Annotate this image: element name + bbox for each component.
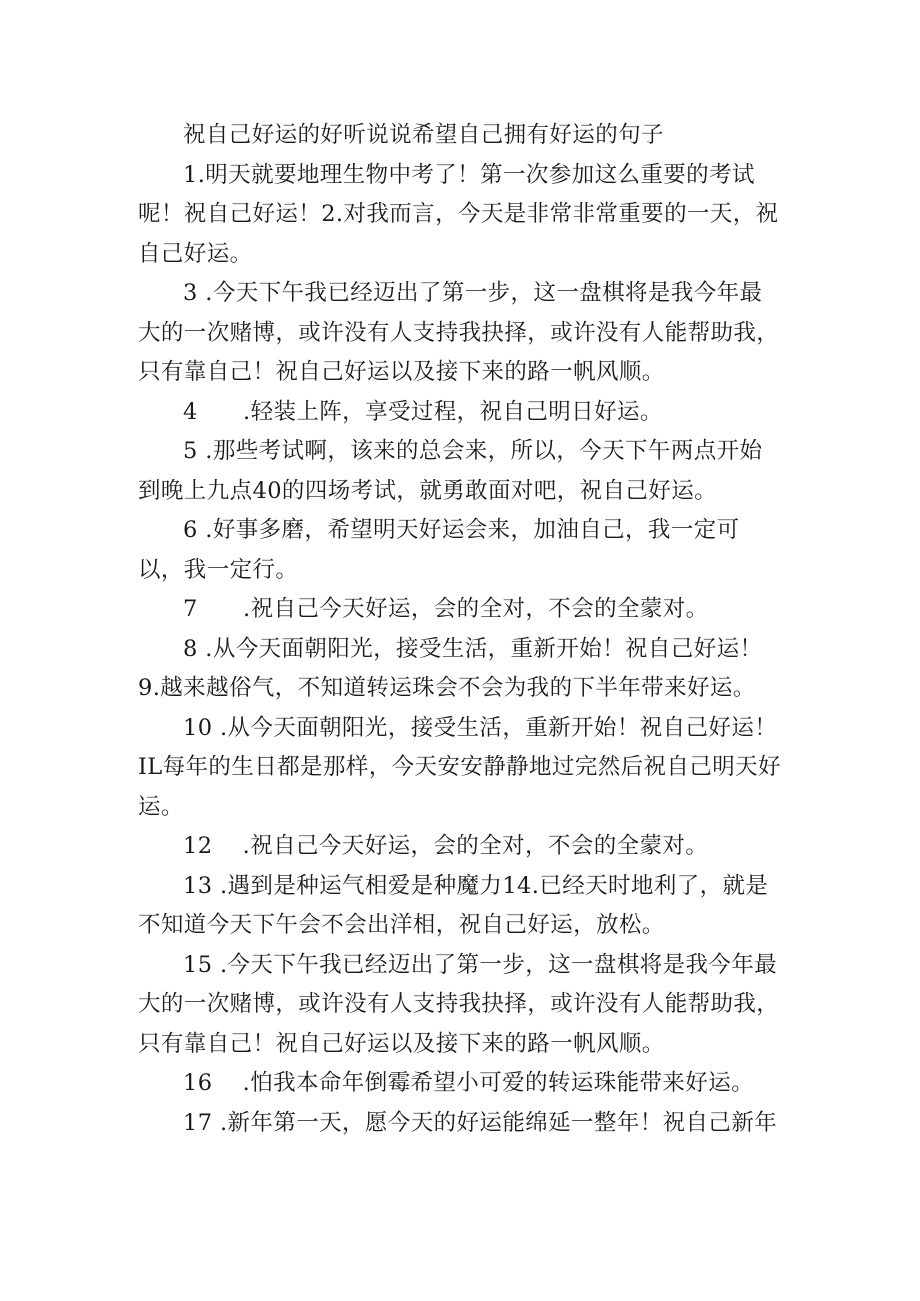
paragraph-3: 3 .今天下午我已经迈出了第一步，这一盘棋将是我今年最大的一次赌博，或许没有人支持我抉择，或许没有人能帮助我，只有靠自己！祝自己好运以及接下来的路一帆风顺。 [138, 280, 780, 385]
document-title: 祝自己好运的好听说说希望自己拥有好运的句子 [183, 122, 664, 148]
paragraph-16: 16 .怕我本命年倒霉希望小可爱的转运珠能带来好运。 [183, 1070, 754, 1096]
paragraph-13: 13 .遇到是种运气相爱是种魔力14.已经天时地利了，就是不知道今天下午会不会出洋相，祝自己好运，放松。 [138, 872, 769, 938]
paragraph-15: 15 .今天下午我已经迈出了第一步，这一盘棋将是我今年最大的一次赌博，或许没有人支持我抉择，或许没有人能帮助我，只有靠自己！祝自己好运以及接下来的路一帆风顺。 [138, 951, 780, 1057]
paragraph-1: 1.明天就要地理生物中考了！第一次参加这么重要的考试呢！祝自己好运！2.对我而言，今天是非常非常重要的一天，祝自己好运。 [138, 161, 779, 267]
document-body [138, 116, 782, 1143]
paragraph-5: 5 .那些考试啊，该来的总会来，所以，今天下午两点开始到晚上九点40的四场考试，就勇敢面对吧，祝自己好运。 [138, 438, 763, 504]
paragraph-10: 10 .从今天面朝阳光，接受生活，重新开始！祝自己好运！IL每年的生日都是那样，今天安安静静地过完然后祝自己明天好运。 [138, 714, 781, 820]
paragraph-7: 7 .祝自己今天好运，会的全对，不会的全蒙对。 [183, 596, 709, 622]
paragraph-17: 17 .新年第一天，愿今天的好运能绵延一整年！祝自己新年 [183, 1109, 778, 1136]
paragraph-12: 12 .祝自己今天好运，会的全对，不会的全蒙对。 [183, 833, 709, 859]
paragraph-4: 4 .轻装上阵，享受过程，祝自己明日好运。 [183, 398, 663, 425]
paragraph-6: 6 .好事多磨，希望明天好运会来，加油自己，我一定可以，我一定行。 [138, 517, 740, 583]
paragraph-8: 8 .从今天面朝阳光，接受生活，重新开始！祝自己好运！9.越来越俗气，不知道转运珠会不会为我的下半年带来好运。 [138, 635, 763, 701]
